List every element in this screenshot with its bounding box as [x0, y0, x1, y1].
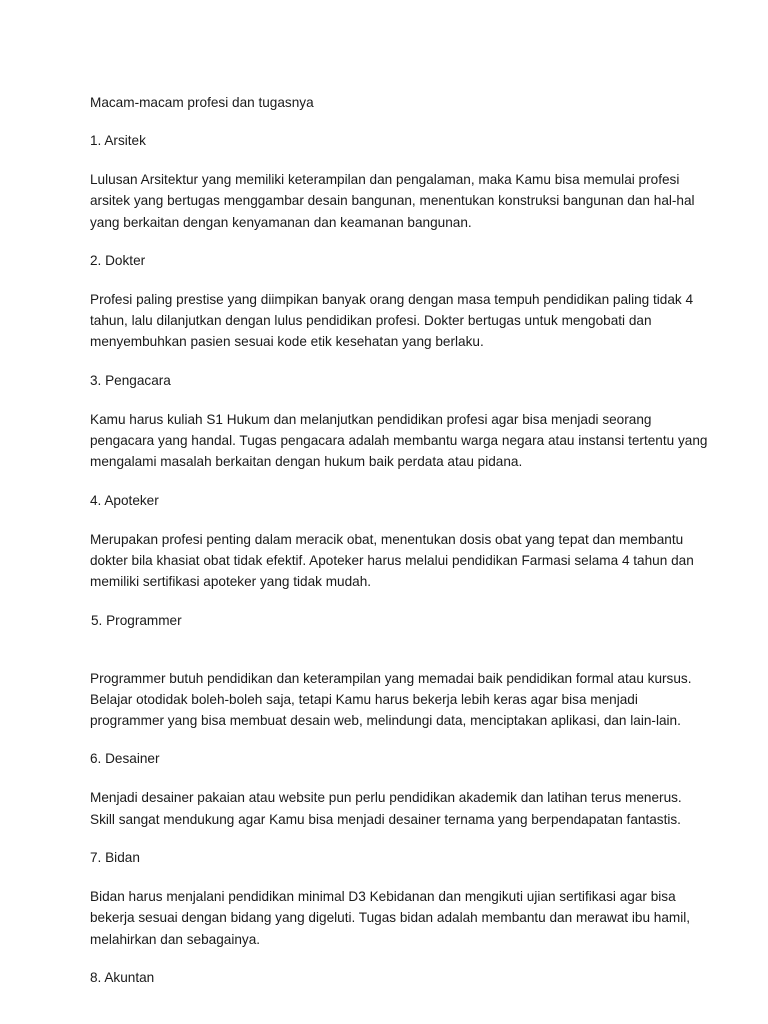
section-body-bidan: Bidan harus menjalani pendidikan minimal D3 Kebidanan dan mengikuti ujian sertifikasi agar bisa bekerja sesuai dengan bidang yang digeluti. Tugas bidan adalah membantu dan merawat ibu hamil, melahirkan dan sebagainya. — [90, 889, 691, 947]
section-heading-bidan: 7. Bidan — [90, 850, 140, 866]
section-body-dokter: Profesi paling prestise yang diimpikan banyak orang dengan masa tempuh pendidikan paling tidak 4 tahun, lalu dilanjutkan dengan lulus pendidikan profesi. Dokter bertugas untuk mengobati dan menyembuhkan pasien sesuai kode etik kesehatan yang berlaku. — [90, 291, 694, 350]
document-title: Macam-macam profesi dan tugasnya — [90, 95, 314, 110]
section-body-apoteker: Merupakan profesi penting dalam meracik obat, menentukan dosis obat yang tepat dan membantu dokter bila khasiat obat tidak efektif. Apoteker harus melalui pendidikan Farmasi selama 4 tahun dan memiliki sertifikasi apoteker yang tidak mudah. — [90, 531, 694, 590]
section-body-pengacara: Kamu harus kuliah S1 Hukum dan melanjutkan pendidikan profesi agar bisa menjadi seorang pengacara yang handal. Tugas pengacara adalah membantu warga negara atau instansi tertentu yang mengalami masalah berkaitan dengan hukum baik perdata atau pidana. — [90, 411, 708, 470]
section-body-arsitek: Lulusan Arsitektur yang memiliki keterampilan dan pengalaman, maka Kamu bisa memulai profesi arsitek yang bertugas menggambar desain bangunan, menentukan konstruksi bangunan dan hal-hal yang berkaitan dengan kenyamanan dan keamanan bangunan. — [90, 172, 695, 230]
section-heading-apoteker: 4. Apoteker — [90, 492, 159, 508]
section-heading-desainer: 6. Desainer — [90, 751, 160, 767]
section-heading-dokter: 2. Dokter — [90, 252, 146, 268]
section-heading-programmer: 5. Programmer — [91, 612, 182, 628]
section-body-desainer: Menjadi desainer pakaian atau website pun perlu pendidikan akademik dan latihan terus menerus. Skill sangat mendukung agar Kamu bisa menjadi desainer ternama yang berpendapatan fantastis. — [90, 790, 682, 827]
section-heading-pengacara: 3. Pengacara — [90, 372, 171, 388]
section-heading-akuntan: 8. Akuntan — [90, 969, 155, 985]
section-body-programmer: Programmer butuh pendidikan dan keterampilan yang memadai baik pendidikan formal atau kursus. Belajar otodidak boleh-boleh saja, tetapi Kamu harus bekerja lebih keras agar bisa menjadi programmer yang bisa membuat desain web, melindungi data, menciptakan aplikasi, dan lain-lain. — [90, 670, 692, 729]
section-heading-arsitek: 1. Arsitek — [90, 133, 146, 148]
